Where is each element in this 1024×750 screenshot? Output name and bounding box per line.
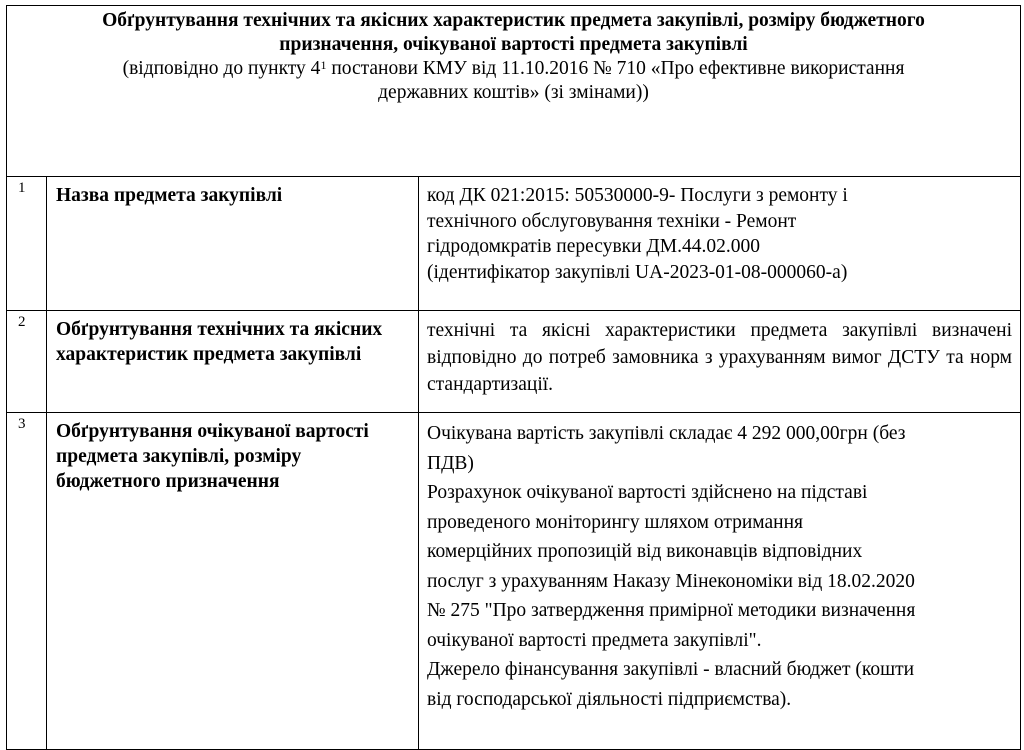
content-line: № 275 "Про затвердження примірної методики визначення bbox=[427, 600, 916, 621]
row-content bbox=[419, 413, 1021, 750]
justification-table bbox=[6, 5, 1021, 750]
row-number: 2 bbox=[7, 311, 47, 413]
document-subtitle bbox=[7, 57, 1020, 81]
table-row bbox=[7, 311, 1021, 413]
content-line: гідродомкратів пересувки ДМ.44.02.000 bbox=[427, 236, 760, 257]
row-label: Обґрунтування очікуваної вартості предмета закупівлі, розміру бюджетного призначення bbox=[47, 413, 419, 750]
document-subtitle-line-2: державних коштів» (зі змінами)) bbox=[378, 82, 649, 103]
content-line: очікуваної вартості предмета закупівлі". bbox=[427, 629, 762, 651]
row-label: Обґрунтування технічних та якісних характеристик предмета закупівлі bbox=[47, 311, 419, 413]
row-number: 1 bbox=[7, 177, 47, 311]
table-header-cell bbox=[7, 6, 1021, 177]
content-line: від господарської діяльності підприємства). bbox=[427, 688, 792, 710]
content-paragraph: технічні та якісні характеристики предмета закупівлі визначені відповідно до потреб замовника з урахуванням вимог ДСТУ та норм стандартизації. bbox=[427, 320, 1012, 395]
content-line: Розрахунок очікуваної вартості здійснено на підставі bbox=[427, 482, 868, 503]
content-line: комерційних пропозицій від виконавців відповідних bbox=[427, 541, 863, 562]
content-line: проведеного моніторингу шляхом отримання bbox=[427, 511, 803, 533]
content-line: технічного обслуговування техніки - Ремонт bbox=[427, 210, 797, 232]
content-line: Джерело фінансування закупівлі - власний бюджет (кошти bbox=[427, 659, 915, 680]
table-row bbox=[7, 177, 1021, 311]
content-line: код ДК 021:2015: 50530000-9- Послуги з ремонту і bbox=[427, 185, 848, 206]
row-content bbox=[419, 311, 1021, 413]
document-title-line-2: призначення, очікуваної вартості предмета закупівлі bbox=[279, 34, 748, 55]
content-line: послуг з урахуванням Наказу Мінекономіки від 18.02.2020 bbox=[427, 570, 915, 592]
subtitle-superscript: 1 bbox=[320, 58, 327, 72]
content-line: (ідентифікатор закупівлі UA-2023-01-08-000060-а) bbox=[427, 261, 848, 283]
document-title-line-1: Обґрунтування технічних та якісних характеристик предмета закупівлі, розміру бюджетного bbox=[102, 10, 925, 31]
row-label: Назва предмета закупівлі bbox=[47, 177, 419, 311]
row-content bbox=[419, 177, 1021, 311]
content-line: ПДВ) bbox=[427, 452, 474, 474]
content-line: Очікувана вартість закупівлі складає 4 292 000,00грн (без bbox=[427, 423, 906, 444]
subtitle-part-2: постанови КМУ від 11.10.2016 № 710 «Про ефективне використання bbox=[326, 58, 905, 79]
subtitle-part-1: (відповідно до пункту 4 bbox=[122, 58, 321, 79]
row-number: 3 bbox=[7, 413, 47, 750]
table-row bbox=[7, 413, 1021, 750]
